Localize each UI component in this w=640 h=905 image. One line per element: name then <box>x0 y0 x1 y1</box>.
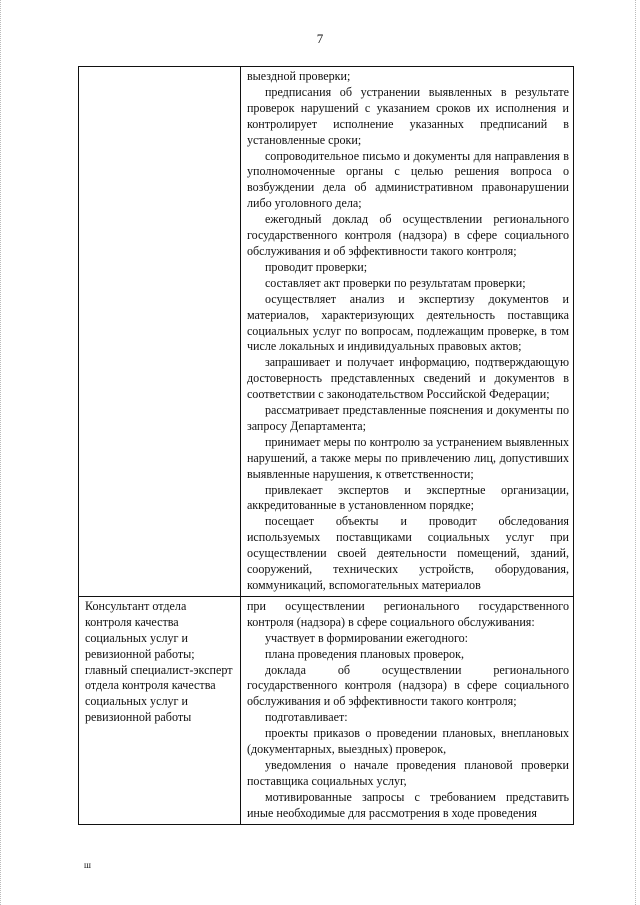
duty-paragraph: составляет акт проверки по результатам проверки; <box>264 275 526 290</box>
duties-table <box>78 66 574 825</box>
position-cell <box>79 67 241 597</box>
table-row <box>79 67 574 597</box>
duty-paragraph: подготавливает: <box>264 710 348 725</box>
duty-paragraph: запрашивает и получает информацию, подтверждающую достоверность представленных сведений и документов в соответствии с законодательством Российской Федерации; <box>246 355 569 402</box>
duty-paragraph: проекты приказов о проведении плановых, внеплановых (документарных, выездных) проверок, <box>246 726 569 757</box>
duty-paragraph: плана проведения плановых проверок, <box>264 646 465 661</box>
duty-paragraph: предписания об устранении выявленных в результате проверок нарушений с указанием сроков их исполнения и контролирует исполнение указанных предписаний в установленные сроки; <box>246 84 569 147</box>
page-number: 7 <box>316 31 324 46</box>
duty-paragraph: рассматривает представленные пояснения и документы по запросу Департамента; <box>246 403 569 433</box>
duty-paragraph: принимает меры по контролю за устранением выявленных нарушений, а также меры по привлечению лиц, допустивших выявленные нарушения, к ответственности; <box>246 434 569 481</box>
duty-paragraph: мотивированные запросы с требованием представить иные необходимые для рассмотрения в ходе проведения <box>246 789 569 820</box>
position-text: Консультант отдела контроля качества социальных услуг и ревизионной работы; главный специалист-эксперт отдела контроля качества социальных услуг и ревизионной работы <box>85 598 233 725</box>
duty-paragraph: участвует в формировании ежегодного: <box>264 630 469 645</box>
position-cell <box>79 596 241 824</box>
duty-paragraph: выездной проверки; <box>246 69 351 83</box>
duty-paragraph: при осуществлении регионального государственного контроля (надзора) в сфере социального обслуживания: <box>246 598 569 629</box>
duty-paragraph: доклада об осуществлении регионального государственного контроля (надзора) в сфере социального обслуживания и об эффективности такого контроля; <box>246 662 569 709</box>
duty-paragraph: привлекает экспертов и экспертные организации, аккредитованные в установленном порядке; <box>246 482 569 513</box>
duty-paragraph: ежегодный доклад об осуществлении регионального государственного контроля (надзора) в сфере социального обслуживания и об эффективности такого контроля; <box>246 212 569 258</box>
duty-paragraph: проводит проверки; <box>264 259 368 274</box>
table-row <box>79 596 574 824</box>
duty-paragraph: сопроводительное письмо и документы для направления в уполномоченные органы с целью решения вопроса о возбуждении дела об административном правонарушении либо уголовного дела; <box>246 148 569 211</box>
scan-edge-left <box>0 0 5 905</box>
duty-paragraph: уведомления о начале проведения плановой проверки поставщика социальных услуг, <box>246 757 569 788</box>
scan-edge-right <box>631 0 636 905</box>
footer-mark: ш <box>84 860 91 870</box>
duties-cell <box>240 67 573 597</box>
duty-paragraph: посещает объекты и проводит обследования используемых поставщиками социальных услуг при осуществлении своей деятельности помещений, зданий, сооружений, технических устройств, оборудования, коммуникаций, вспомогательных материалов <box>246 514 569 592</box>
duty-paragraph: осуществляет анализ и экспертизу документов и материалов, характеризующих деятельность поставщика социальных услуг по вопросам, подлежащим проверке, в том числе локальных и индивидуальных правовых актов; <box>246 291 569 354</box>
duties-cell <box>240 596 573 824</box>
